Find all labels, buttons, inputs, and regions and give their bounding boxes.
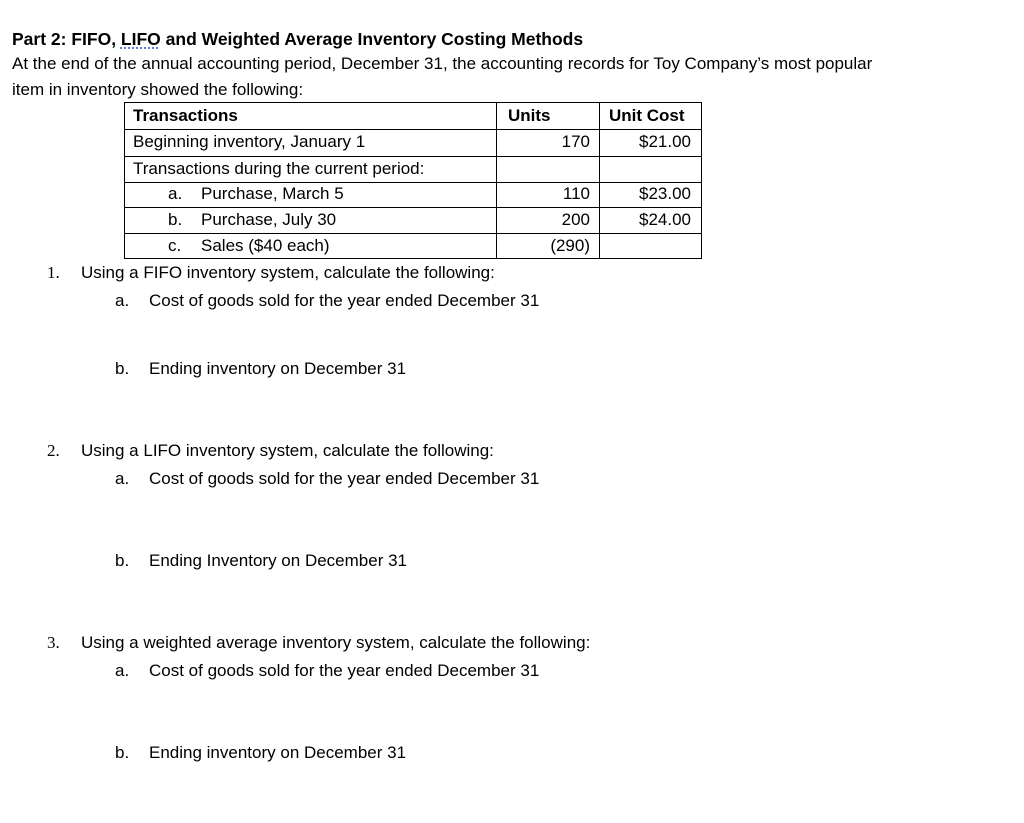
row-label-sales: Sales ($40 each): [201, 236, 330, 255]
question-1-number: 1.: [47, 263, 60, 282]
row-cost-beginning: $21.00: [639, 132, 691, 151]
row-label-purchase-july: Purchase, July 30: [201, 210, 337, 229]
title-rest: and Weighted Average Inventory Costing Methods: [160, 29, 584, 49]
header-units: Units: [508, 106, 551, 125]
row-cost-purchase-july: $24.00: [639, 210, 691, 229]
title-fifo: FIFO,: [71, 29, 121, 49]
row-marker-c: c.: [168, 236, 182, 255]
question-1b-text: Ending inventory on December 31: [149, 359, 407, 378]
header-transactions: Transactions: [133, 106, 238, 125]
row-units-purchase-march: 110: [562, 184, 590, 203]
question-2b-text: Ending Inventory on December 31: [149, 551, 407, 570]
transactions-table: [124, 102, 702, 259]
row-cost-purchase-march: $23.00: [639, 184, 691, 203]
question-1a-text: Cost of goods sold for the year ended December 31: [149, 291, 540, 310]
question-3b-text: Ending inventory on December 31: [149, 743, 407, 762]
question-2b-marker: b.: [115, 551, 130, 570]
row-units-beginning: 170: [561, 132, 590, 151]
question-3a-marker: a.: [115, 661, 130, 680]
question-1a-marker: a.: [115, 291, 130, 310]
row-label-purchase-march: Purchase, March 5: [201, 184, 344, 203]
question-2-number: 2.: [47, 441, 60, 460]
row-units-sales: (290): [550, 236, 590, 255]
question-3-number: 3.: [47, 633, 60, 652]
question-2a-marker: a.: [115, 469, 130, 488]
question-1b-marker: b.: [115, 359, 130, 378]
page-title: [12, 29, 583, 49]
intro-line-1: At the end of the annual accounting period, December 31, the accounting records for Toy Company’s most popular: [12, 54, 873, 73]
part-label: Part 2:: [12, 29, 67, 49]
row-units-purchase-july: 200: [561, 210, 590, 229]
title-lifo: LIFO: [120, 29, 161, 49]
question-3a-text: Cost of goods sold for the year ended December 31: [149, 661, 540, 680]
row-label-transactions-during: Transactions during the current period:: [133, 159, 425, 178]
header-unit-cost: Unit Cost: [609, 106, 685, 125]
row-marker-a: a.: [168, 184, 183, 203]
intro-line-2: item in inventory showed the following:: [12, 80, 304, 99]
question-1-text: Using a FIFO inventory system, calculate the following:: [81, 263, 495, 282]
question-2-text: Using a LIFO inventory system, calculate the following:: [81, 441, 494, 460]
question-3b-marker: b.: [115, 743, 130, 762]
row-marker-b: b.: [168, 210, 183, 229]
row-label-beginning: Beginning inventory, January 1: [133, 132, 366, 151]
question-3-text: Using a weighted average inventory system, calculate the following:: [81, 633, 591, 652]
question-2a-text: Cost of goods sold for the year ended December 31: [149, 469, 540, 488]
